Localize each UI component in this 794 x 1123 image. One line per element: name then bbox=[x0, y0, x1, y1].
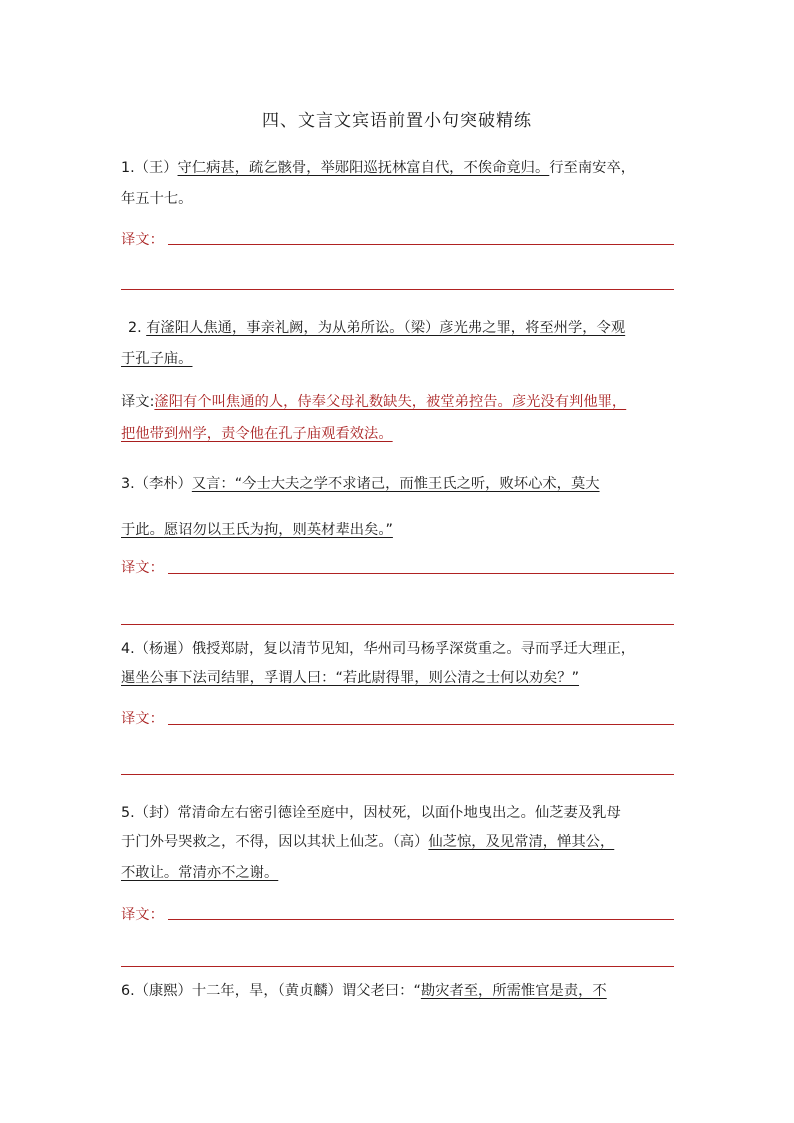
question-number: 2. bbox=[128, 320, 142, 336]
target-sentence: 守仁病甚，疏乞骸骨，举郧阳巡抚林富自代，不俟命竟归。 bbox=[177, 160, 550, 176]
speaker: （康熙） bbox=[134, 983, 192, 999]
answer-line[interactable] bbox=[168, 919, 674, 920]
context-text: 俄授郑尉，复以清节见知，华州司马杨孚深赏重之。寻而孚迁大理正， bbox=[191, 641, 636, 657]
question-5-line-1 bbox=[121, 802, 681, 824]
question-5-line-3 bbox=[121, 862, 681, 884]
translation-label: 译文： bbox=[121, 232, 164, 248]
question-number: 3. bbox=[121, 476, 135, 492]
question-3-line-1 bbox=[121, 473, 681, 495]
target-sentence: 又言：“今士大夫之学不求诸己，而惟王氏之听，败坏心术，莫大 bbox=[191, 476, 600, 492]
question-2-translation-line-2 bbox=[121, 423, 681, 445]
speaker: （封） bbox=[134, 805, 178, 821]
question-5-line-2 bbox=[121, 831, 681, 853]
question-number: 4. bbox=[121, 641, 135, 657]
context-text: 常清命左右密引德诠至庭中，因杖死，以面仆地曳出之。仙芝妻及乳母 bbox=[177, 805, 621, 821]
question-1-line-2: 年五十七。 bbox=[121, 191, 193, 207]
translation-label: 译文： bbox=[121, 711, 164, 727]
question-2-line-1 bbox=[128, 317, 688, 339]
answer-line[interactable] bbox=[121, 624, 674, 625]
question-number: 1. bbox=[121, 160, 135, 176]
answer-line[interactable] bbox=[168, 724, 674, 725]
translation-answer: 把他带到州学，责令他在孔子庙观看效法。 bbox=[121, 426, 393, 442]
answer-line[interactable] bbox=[121, 289, 674, 290]
target-sentence: 于此。 bbox=[121, 522, 164, 538]
target-sentence: 于孔子庙。 bbox=[121, 351, 193, 367]
context-text: 十二年，旱，（黄贞麟）谓父老曰：“ bbox=[191, 983, 421, 999]
question-4-line-1 bbox=[121, 638, 681, 660]
speaker: （王） bbox=[134, 160, 178, 176]
target-sentence: 不敢让。常清亦不之谢。 bbox=[121, 865, 279, 881]
answer-line[interactable] bbox=[121, 774, 674, 775]
question-number: 6. bbox=[121, 983, 135, 999]
target-sentence: 有滏阳人焦通，事亲礼阙，为从弟所讼。（梁）彦光弗之罪，将至州学，令观 bbox=[146, 320, 626, 336]
translation-answer: 滏阳有个叫焦通的人，侍奉父母礼数缺失，被堂弟控告。彦光没有判他罪， bbox=[154, 394, 627, 410]
target-sentence: 暹坐公事下法司结罪，孚谓人曰：“若此尉得罪，则公清之士何以劝矣？” bbox=[121, 670, 580, 686]
context-text: 行至南安卒， bbox=[549, 160, 636, 176]
translation-label: 译文： bbox=[121, 907, 164, 923]
question-2-line-2 bbox=[121, 348, 681, 370]
page-title: 四、文言文宾语前置小句突破精练 bbox=[262, 111, 532, 131]
question-1-line-1 bbox=[121, 157, 681, 179]
question-6-line-1 bbox=[121, 980, 681, 1002]
question-3-line-2 bbox=[121, 519, 681, 541]
question-4-line-2 bbox=[121, 667, 681, 689]
translation-label: 译文： bbox=[121, 560, 164, 576]
question-2-translation-line-1 bbox=[121, 391, 681, 413]
translation-label: 译文: bbox=[121, 394, 155, 410]
question-number: 5. bbox=[121, 805, 135, 821]
answer-line[interactable] bbox=[121, 966, 674, 967]
target-sentence: 仙芝惊，及见常清，惮其公， bbox=[428, 834, 615, 850]
speaker: （李朴） bbox=[134, 476, 192, 492]
answer-line[interactable] bbox=[168, 244, 674, 245]
context-text: 于门外号哭救之，不得，因以其状上仙芝。（高） bbox=[121, 834, 429, 850]
context-text: 愿诏勿以王氏为拘，则英材辈出矣。” bbox=[163, 522, 393, 538]
target-sentence: 勘灾者至，所需惟官是责，不 bbox=[420, 983, 607, 999]
speaker: （杨暹） bbox=[134, 641, 192, 657]
answer-line[interactable] bbox=[168, 573, 674, 574]
